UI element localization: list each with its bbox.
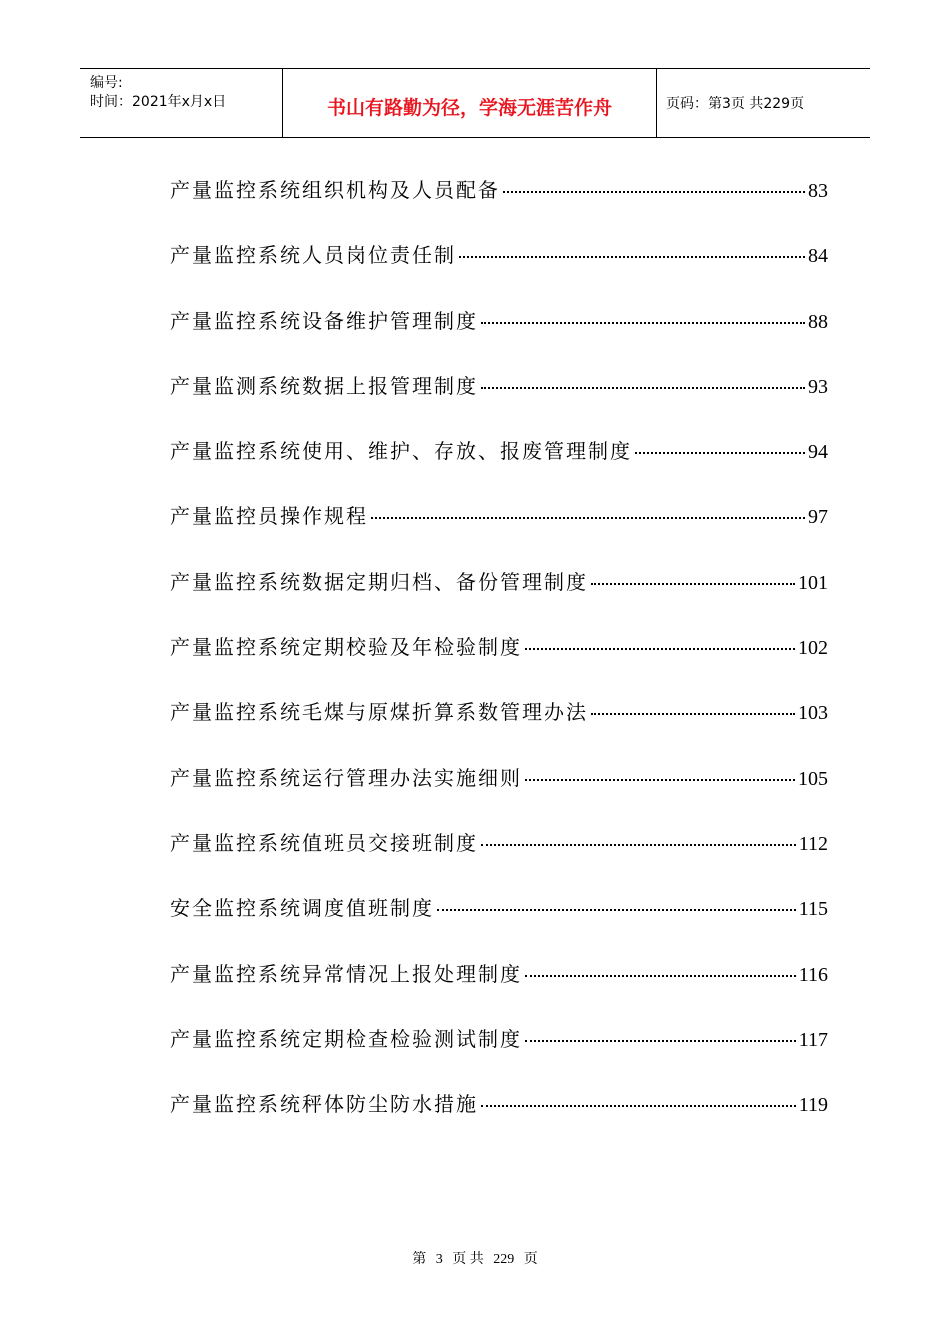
toc-entry-page: 105 [798, 767, 828, 790]
toc-dot-leader [371, 517, 805, 519]
header-motto: 书山有路勤为径，学海无涯苦作舟 [326, 97, 612, 119]
toc-entry-title: 产量监控系统数据定期归档、备份管理制度 [170, 569, 588, 594]
toc-entry-title: 产量监控系统使用、维护、存放、报废管理制度 [170, 439, 632, 464]
toc-entry-title: 产量监控系统定期检查检验测试制度 [170, 1026, 522, 1051]
toc-entry[interactable] [170, 305, 828, 370]
toc-entry-page: 103 [798, 702, 828, 725]
toc-entry[interactable] [170, 1088, 828, 1153]
toc-entry[interactable] [170, 174, 828, 239]
toc-dot-leader [591, 713, 795, 715]
document-date: 时间：2021年x月x日 [90, 94, 227, 110]
toc-entry-title: 产量监控系统异常情况上报处理制度 [170, 961, 522, 986]
toc-entry-title: 产量监控系统设备维护管理制度 [170, 308, 478, 333]
toc-entry-title: 产量监控系统定期校验及年检验制度 [170, 635, 522, 660]
toc-dot-leader [437, 909, 796, 911]
table-of-contents [170, 174, 828, 1153]
toc-dot-leader [591, 583, 795, 585]
footer-prefix: 第 [412, 1252, 427, 1267]
toc-dot-leader [459, 256, 805, 258]
toc-dot-leader [481, 322, 805, 324]
toc-entry-title: 产量监控员操作规程 [170, 504, 368, 529]
toc-entry-title: 产量监测系统数据上报管理制度 [170, 373, 478, 398]
header-motto-cell [282, 69, 657, 137]
toc-entry-title: 产量监控系统组织机构及人员配备 [170, 178, 500, 202]
footer-current-page: 3 [435, 1252, 443, 1267]
footer-suffix: 页 [523, 1252, 538, 1267]
toc-entry-title: 产量监控系统毛煤与原煤折算系数管理办法 [170, 700, 588, 725]
toc-entry-page: 119 [798, 1094, 828, 1117]
header-meta [80, 69, 282, 137]
toc-dot-leader [481, 387, 805, 389]
toc-entry-page: 116 [798, 963, 828, 986]
toc-entry[interactable] [170, 500, 828, 565]
footer-total-pages: 229 [493, 1252, 515, 1267]
toc-entry-page: 84 [808, 245, 828, 268]
toc-dot-leader [503, 191, 805, 193]
footer-mid: 页 共 [452, 1252, 484, 1267]
toc-entry-page: 94 [808, 441, 828, 464]
toc-entry-title: 产量监控系统秤体防尘防水措施 [170, 1092, 478, 1117]
toc-entry-page: 117 [798, 1028, 828, 1051]
header-page-info: 页码：第3页 共229页 [666, 96, 805, 112]
toc-entry-page: 88 [808, 310, 828, 333]
toc-dot-leader [635, 452, 805, 454]
toc-entry[interactable] [170, 762, 828, 827]
toc-entry[interactable] [170, 696, 828, 761]
page-header [80, 68, 870, 138]
toc-dot-leader [525, 779, 795, 781]
header-page-cell [656, 69, 870, 137]
toc-dot-leader [525, 1040, 796, 1042]
toc-entry-page: 93 [808, 375, 828, 398]
toc-entry-page: 101 [798, 571, 828, 594]
toc-entry-page: 83 [808, 180, 828, 202]
toc-entry-page: 102 [798, 637, 828, 660]
toc-entry-page: 112 [798, 832, 828, 855]
document-number-label: 编号: [90, 75, 123, 91]
toc-entry[interactable] [170, 370, 828, 435]
toc-entry[interactable] [170, 1023, 828, 1088]
toc-entry-title: 产量监控系统运行管理办法实施细则 [170, 765, 522, 790]
toc-entry-title: 产量监控系统人员岗位责任制 [170, 243, 456, 268]
toc-entry-page: 97 [808, 506, 828, 529]
toc-entry-title: 安全监控系统调度值班制度 [170, 896, 434, 921]
toc-entry[interactable] [170, 892, 828, 957]
toc-entry-title: 产量监控系统值班员交接班制度 [170, 830, 478, 855]
toc-entry[interactable] [170, 435, 828, 500]
toc-dot-leader [481, 844, 796, 846]
toc-entry-page: 115 [798, 898, 828, 921]
toc-entry[interactable] [170, 958, 828, 1023]
toc-dot-leader [481, 1105, 796, 1107]
toc-entry[interactable] [170, 631, 828, 696]
toc-dot-leader [525, 975, 796, 977]
toc-dot-leader [525, 648, 795, 650]
page-footer [0, 1248, 950, 1268]
toc-entry[interactable] [170, 827, 828, 892]
toc-entry[interactable] [170, 566, 828, 631]
toc-entry[interactable] [170, 239, 828, 304]
